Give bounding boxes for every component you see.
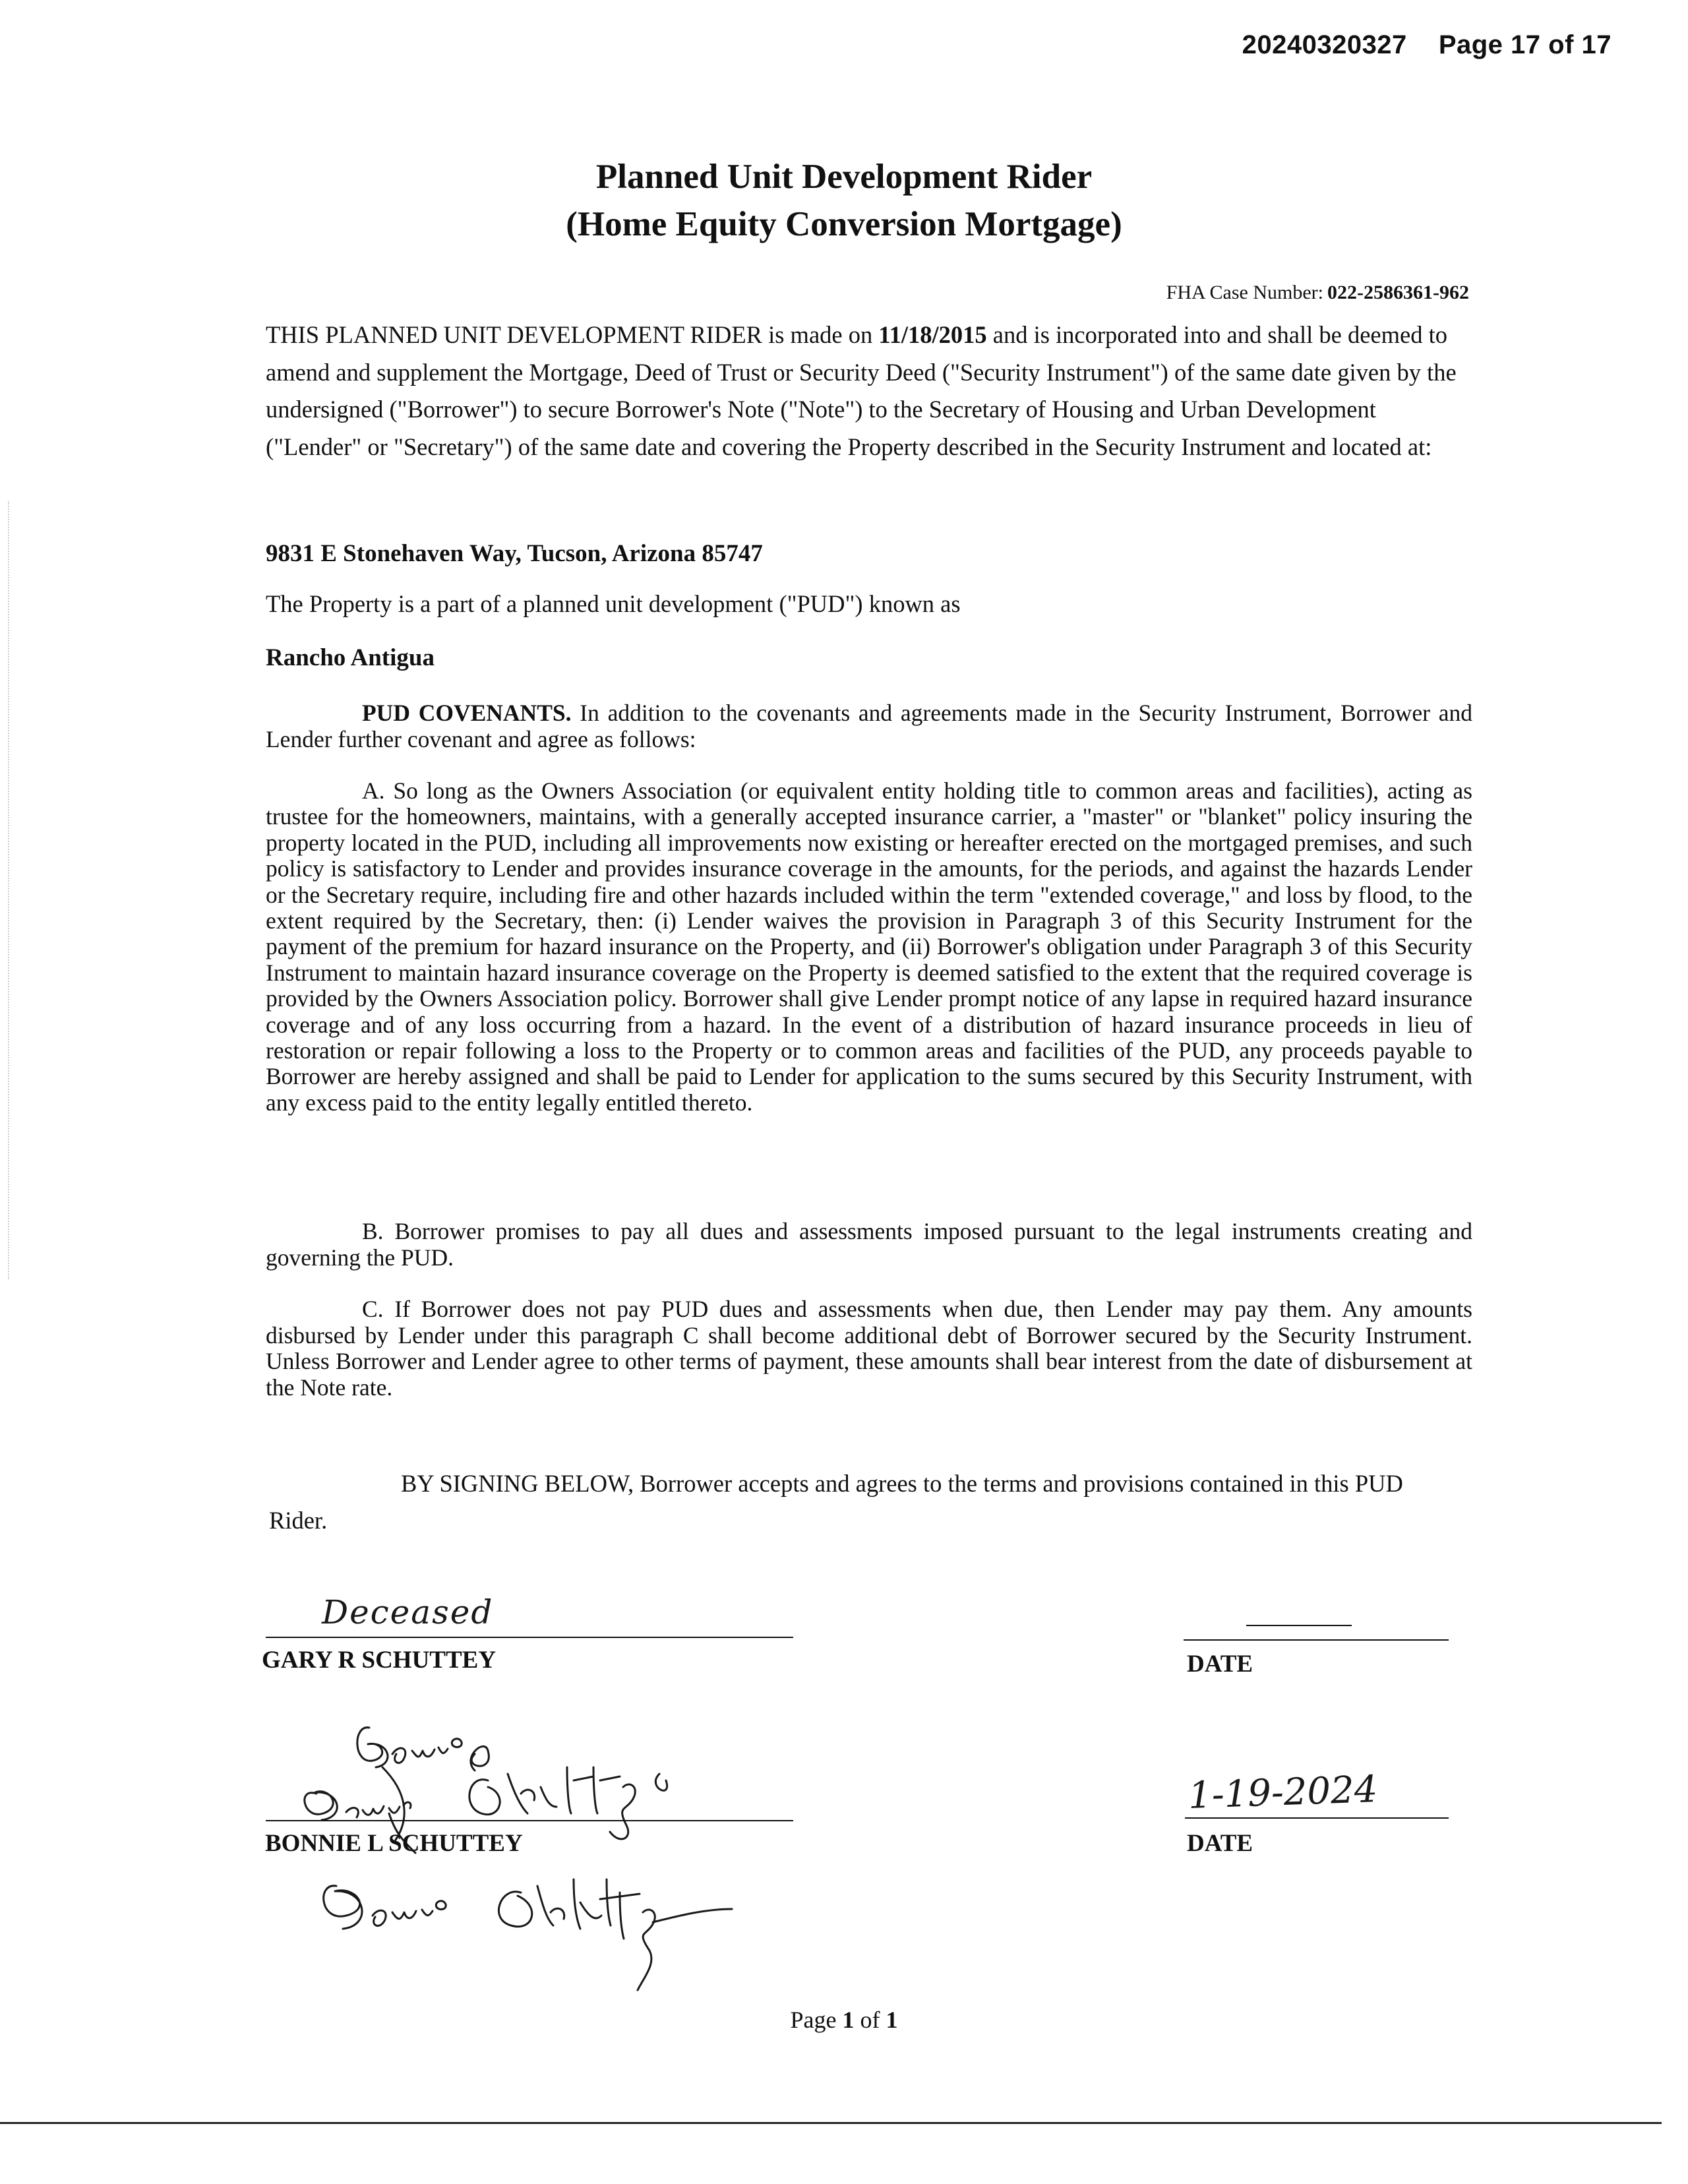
footer-page-of: of <box>854 2007 886 2033</box>
date-dash-1 <box>1246 1625 1352 1626</box>
signature-line-1 <box>266 1637 793 1638</box>
rider-date: 11/18/2015 <box>878 321 987 348</box>
page-footer <box>0 2006 1688 2034</box>
document-subtitle: (Home Equity Conversion Mortgage) <box>566 205 1122 243</box>
covenant-b-text: B. Borrower promises to pay all dues and assessments imposed pursuant to the legal instruments creating and governing the PUD. <box>266 1218 1472 1271</box>
date-line-2 <box>1185 1817 1449 1819</box>
signing-statement-text: BY SIGNING BELOW, Borrower accepts and agrees to the terms and provisions contained in this PUD Rider. <box>269 1470 1403 1534</box>
pud-covenants-paragraph <box>266 700 1472 752</box>
covenant-a-text: A. So long as the Owners Association (or equivalent entity holding title to common areas and facilities), acting as trustee for the homeowners, maintains, with a generally accepted insurance carrier, a "master" or "blanket" policy insuring the property located in the PUD, including all improvements now existing or hereafter erected on the mortgaged premises, and such policy is satisfactory to Lender and provides insurance coverage in the amounts, for the periods, and against the hazards Lender or the Secretary require, including fire and other hazards included within the term "extended coverage," and loss by flood, to the extent required by the Secretary, then: (i) Lender waives the provision in Paragraph 3 of this Security Instrument for the payment of the premium for hazard insurance on the Property, and (ii) Borrower's obligation under Paragraph 3 of this Security Instrument to maintain hazard insurance coverage on the Property is deemed satisfied to the extent that the required coverage is provided by the Owners Association policy. Borrower shall give Lender prompt notice of any lapse in required hazard insurance coverage and of any loss occurring from a hazard. In the event of a distribution of hazard insurance proceeds in lieu of restoration or repair following a loss to the Property or to common areas and facilities of the PUD, any proceeds payable to Borrower are hereby assigned and shall be paid to Lender for application to the sums secured by this Security Instrument, with any excess paid to the entity legally entitled thereto. <box>266 777 1472 1116</box>
bottom-rule <box>0 2122 1662 2124</box>
intro-text-end: and is incorporated into and shall be deemed to amend and supplement the Mortgage, Deed of Trust or Security Deed ("Security Instrument") of the same date given by the undersigned ("Borrower") to secure Borrower's Note ("Note") to the Secretary of Housing and Urban Development ("Lender" or "Secretary") of the same date and covering the Property described in the Security Instrument and located at: <box>266 321 1457 460</box>
document-title: Planned Unit Development Rider <box>595 158 1093 196</box>
property-address: 9831 E Stonehaven Way, Tucson, Arizona 85747 <box>266 540 763 567</box>
signature-line-2 <box>266 1820 793 1821</box>
signature-bonnie-2 <box>310 1866 758 1998</box>
handwritten-date-2: 1-19-2024 <box>1187 1768 1379 1817</box>
borrower-name-2: BONNIE L SCHUTTEY <box>265 1830 523 1857</box>
date-label-2: DATE <box>1187 1830 1253 1857</box>
date-label-1: DATE <box>1187 1651 1253 1678</box>
borrower-name-1: GARY R SCHUTTEY <box>262 1647 497 1674</box>
footer-page-prefix: Page <box>790 2007 843 2033</box>
date-line-1 <box>1184 1639 1449 1641</box>
handwritten-deceased: Deceased <box>322 1593 494 1631</box>
scan-edge-marks <box>8 501 11 1279</box>
intro-text-start: THIS PLANNED UNIT DEVELOPMENT RIDER is made on <box>266 321 879 348</box>
covenant-c <box>266 1296 1472 1401</box>
document-header <box>1242 30 1612 60</box>
signing-statement <box>269 1465 1456 1539</box>
fha-case-number <box>1166 282 1469 304</box>
document-number: 20240320327 <box>1242 30 1407 59</box>
covenant-a <box>266 778 1472 1116</box>
footer-page-total: 1 <box>886 2007 898 2033</box>
fha-case-label: FHA Case Number: <box>1166 282 1324 303</box>
page-of-label: Page 17 of 17 <box>1438 30 1612 59</box>
pud-covenants-heading: PUD COVENANTS. <box>362 700 572 726</box>
covenant-b <box>266 1219 1472 1271</box>
intro-paragraph <box>266 317 1466 466</box>
fha-case-value: 022-2586361-962 <box>1327 282 1469 303</box>
pud-covenants-intro: In addition to the covenants and agreements made in the Security Instrument, Borrower and Lender further covenant and agree as follows: <box>266 700 1472 752</box>
footer-page-number: 1 <box>842 2007 855 2033</box>
pud-name: Rancho Antigua <box>266 644 435 671</box>
covenant-c-text: C. If Borrower does not pay PUD dues and assessments when due, then Lender may pay them. Any amounts disbursed by Lender under this paragraph C shall become additional debt of Borrower secured by the Security Instrument. Unless Borrower and Lender agree to other terms of payment, these amounts shall bear interest from the date of disbursement at the Note rate. <box>266 1296 1472 1401</box>
pud-statement: The Property is a part of a planned unit development ("PUD") known as <box>266 590 961 617</box>
